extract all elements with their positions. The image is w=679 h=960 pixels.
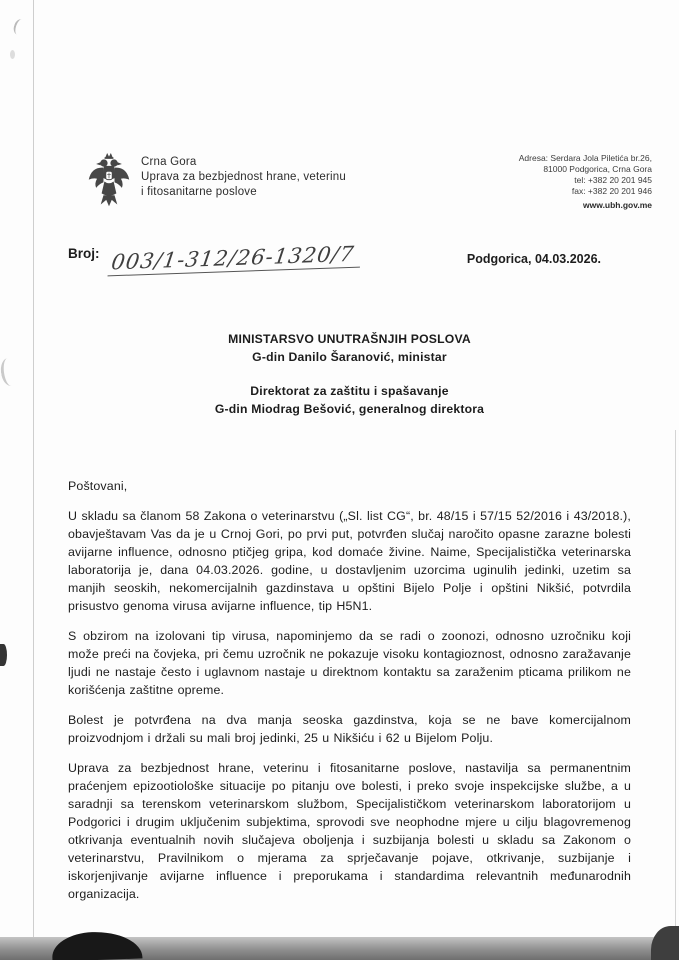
address-line: 81000 Podgorica, Crna Gora [543, 164, 652, 174]
phone-line: tel: +382 20 201 945 [574, 175, 652, 185]
addressee-ministry: MINISTARSVO UNUTRAŠNJIH POSLOVA [228, 332, 471, 346]
scan-artifact-left-line [33, 0, 34, 960]
place-date: Podgorica, 04.03.2026. [466, 252, 601, 266]
scan-artifact-speck [12, 18, 27, 37]
scan-artifact-bottom-blob [52, 930, 143, 960]
website-text: www.ubh.gov.me [583, 200, 652, 210]
scan-artifact-mark [0, 357, 20, 387]
addressee-block [20, 331, 679, 418]
addressee-minister: G-din Danilo Šaranović, ministar [252, 349, 447, 364]
scan-artifact-speck [10, 50, 15, 59]
spacer [20, 366, 679, 383]
org-name-block [141, 155, 346, 200]
org-name-line: i fitosanitarne poslove [141, 186, 257, 198]
body-paragraph: U skladu sa članom 58 Zakona o veterinarstvu („Sl. list CG“, br. 48/15 i 57/15 52/2016 i 43/2018.), obavještavam Vas da je u Crnoj Gori, po prvi put, potvrđen slučaj naročito opasne zarazne bolesti avijarne influence, odnosno ptičjeg gripa, kod domaće živine. Naime, Specijalistička veterinarska laboratorija je, dana 04.03.2026. godine, u dostavljenim uzorcima uginulih jedinki, uzetim sa manjih seoskih, nekomercijalnih gazdinstava u opštini Bijelo Polje i opštini Nikšić, potvrdila prisustvo genoma virusa avijarne influence, tip H5N1. [68, 509, 631, 613]
broj-label: Broj: [68, 246, 100, 261]
body-paragraph: S obzirom na izolovani tip virusa, napominjemo da se radi o zoonozi, odnosno uzročniku koji može preći na čovjeka, pri čemu uzročnik ne pokazuje visoku kontagioznost, odnosno zaražavanje ljudi ne nastaje često i uglavnom nastaje u direktnom kontaktu sa zaraženim pticama prilikom ne korišćenja zaštitne opreme. [68, 629, 631, 697]
reference-number [68, 241, 361, 275]
scan-artifact-right-line [675, 430, 676, 936]
org-name-line: Uprava za bezbjednost hrane, veterinu [141, 171, 346, 183]
address-line: Adresa: Serdara Jola Piletića br.26, [518, 153, 652, 163]
montenegro-coat-of-arms-logo [86, 150, 132, 212]
double-headed-eagle-icon [86, 150, 132, 212]
scan-artifact-corner [651, 926, 679, 960]
fax-line: fax: +382 20 201 946 [571, 186, 652, 196]
body-paragraph: Bolest je potvrđena na dva manja seoska gazdinstva, koja se ne bave komercijalnom proizvodnjom i držali su mali broj jedinki, 25 u Nikšiću i 62 u Bijelom Polju. [68, 713, 631, 745]
scan-artifact-blob [0, 644, 7, 666]
letter-body [68, 477, 631, 915]
org-contact-block [519, 153, 652, 211]
reference-row [68, 241, 601, 275]
addressee-director: G-din Miodrag Bešović, generalnog direktora [214, 401, 485, 416]
body-paragraph: Uprava za bezbjednost hrane, veterinu i fitosanitarne poslove, nastavilja sa permanentnim praćenjem epizootiološke situacije po pitanju ove bolesti, i preko svoje inspekcijske službe, a u saradnji sa terenskom veterinarskom službom, Specijalističkom veterinarskom laboratorijom u Podgorici i drugim uključenim subjektima, sprovodi sve neophodne mjere u cilju blagovremenog otkrivanja eventualnih novih slučajeva oboljenja i suzbijanja bolesti u skladu sa Zakonom o veterinarstvu, Pravilnikom o mjerama za sprječavanje pojave, otkrivanje, suzbijanje i iskorjenjivanje avijarne influence i preporukama i standardima relevantnih međunarodnih organizacija. [68, 761, 631, 901]
addressee-directorate: Direktorat za zaštitu i spašavanje [250, 384, 449, 398]
salutation: Poštovani, [68, 479, 128, 493]
org-country: Crna Gora [141, 156, 197, 168]
handwritten-number: 003/1-312/26-1320/7 [107, 242, 364, 277]
